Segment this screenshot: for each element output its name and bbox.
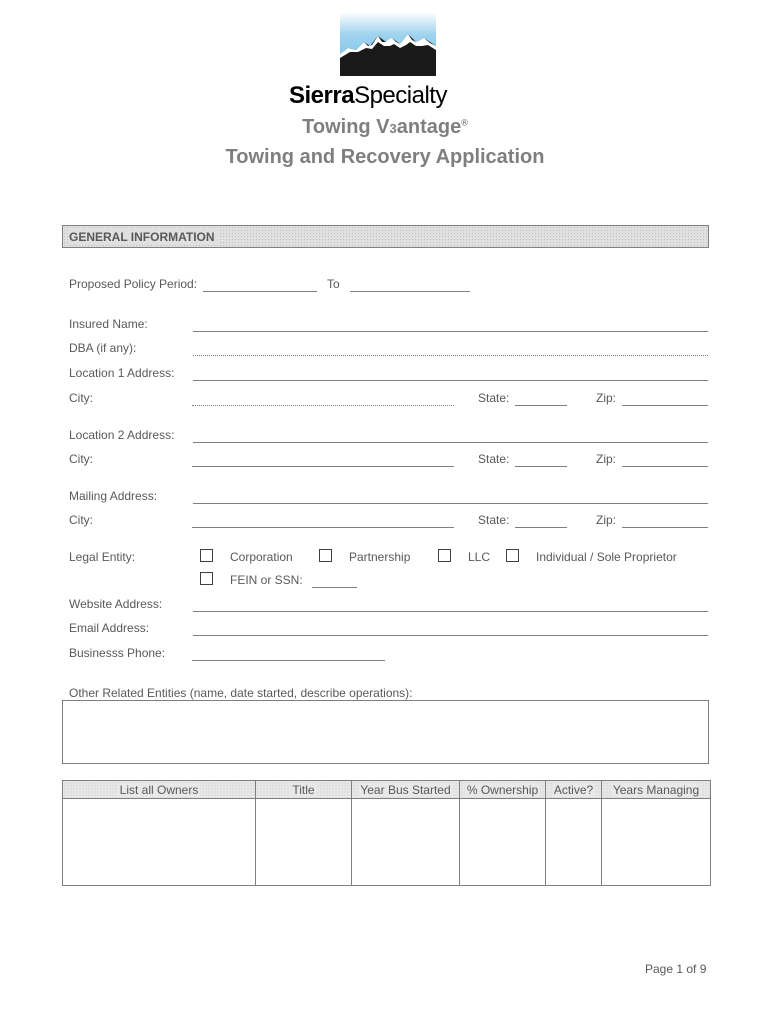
partnership-label: Partnership <box>349 550 411 564</box>
individual-checkbox[interactable] <box>506 549 519 562</box>
fein-label: FEIN or SSN: <box>230 573 303 587</box>
year-started-column-header: Year Bus Started <box>352 781 460 799</box>
page-number: Page 1 of 9 <box>645 962 707 976</box>
section-header <box>62 225 709 248</box>
location1-zip-field[interactable] <box>622 405 708 406</box>
mailing-zip-field[interactable] <box>622 527 708 528</box>
corporation-label: Corporation <box>230 550 293 564</box>
location1-address-label: Location 1 Address: <box>69 366 175 380</box>
location2-state-field[interactable] <box>515 466 567 467</box>
ownership-column-header: % Ownership <box>460 781 546 799</box>
location2-address-label: Location 2 Address: <box>69 428 175 442</box>
phone-label: Businesss Phone: <box>69 646 166 660</box>
mailing-state-field[interactable] <box>515 527 567 528</box>
corporation-checkbox[interactable] <box>200 549 213 562</box>
mailing-city-field[interactable] <box>192 527 454 528</box>
fein-checkbox[interactable] <box>200 572 213 585</box>
website-field[interactable] <box>193 611 708 612</box>
individual-label: Individual / Sole Proprietor <box>536 550 677 564</box>
mailing-state-label: State: <box>478 513 510 527</box>
document-subtitle: Towing and Recovery Application <box>225 146 545 168</box>
year-started-cell[interactable] <box>352 799 460 886</box>
location1-state-label: State: <box>478 391 510 405</box>
partnership-checkbox[interactable] <box>319 549 332 562</box>
location2-zip-field[interactable] <box>622 466 708 467</box>
mailing-address-field[interactable] <box>193 503 708 504</box>
mailing-address-label: Mailing Address: <box>69 489 158 503</box>
insured-name-field[interactable] <box>193 331 708 332</box>
policy-period-label: Proposed Policy Period: <box>69 277 198 291</box>
brand-name: SierraSpecialty <box>289 82 447 109</box>
title-cell[interactable] <box>256 799 352 886</box>
location2-city-label: City: <box>69 452 93 466</box>
insured-name-label: Insured Name: <box>69 317 148 331</box>
location2-zip-label: Zip: <box>596 452 617 466</box>
policy-to-label: To <box>327 277 340 291</box>
active-cell[interactable] <box>546 799 602 886</box>
location2-city-field[interactable] <box>192 466 454 467</box>
policy-end-field[interactable] <box>350 291 470 292</box>
location1-state-field[interactable] <box>515 405 567 406</box>
phone-field[interactable] <box>192 660 385 661</box>
dba-label: DBA (if any): <box>69 341 137 355</box>
years-managing-column-header: Years Managing <box>602 781 711 799</box>
policy-start-field[interactable] <box>203 291 317 292</box>
title-column-header: Title <box>256 781 352 799</box>
sierra-mountain-logo <box>340 12 436 76</box>
owners-cell[interactable] <box>63 799 256 886</box>
location1-city-label: City: <box>69 391 93 405</box>
owners-table <box>62 780 711 886</box>
table-row <box>63 799 711 886</box>
location1-zip-label: Zip: <box>596 391 617 405</box>
location2-state-label: State: <box>478 452 510 466</box>
related-entities-textarea[interactable] <box>62 700 709 764</box>
related-entities-label: Other Related Entities (name, date started, describe operations): <box>69 686 413 700</box>
active-column-header: Active? <box>546 781 602 799</box>
owners-column-header: List all Owners <box>63 781 256 799</box>
mailing-zip-label: Zip: <box>596 513 617 527</box>
llc-label: LLC <box>468 550 491 564</box>
location2-address-field[interactable] <box>193 442 708 443</box>
legal-entity-label: Legal Entity: <box>69 550 136 564</box>
llc-checkbox[interactable] <box>438 549 451 562</box>
location1-address-field[interactable] <box>193 380 708 381</box>
fein-field[interactable] <box>312 587 357 588</box>
ownership-cell[interactable] <box>460 799 546 886</box>
email-label: Email Address: <box>69 621 150 635</box>
document-title: Towing V3antage® <box>302 116 468 138</box>
table-header-row <box>63 781 711 799</box>
section-title: GENERAL INFORMATION <box>69 230 218 244</box>
location1-city-field[interactable] <box>192 405 454 406</box>
dba-field[interactable] <box>193 355 708 356</box>
mailing-city-label: City: <box>69 513 93 527</box>
years-managing-cell[interactable] <box>602 799 711 886</box>
email-field[interactable] <box>193 635 708 636</box>
website-label: Website Address: <box>69 597 163 611</box>
